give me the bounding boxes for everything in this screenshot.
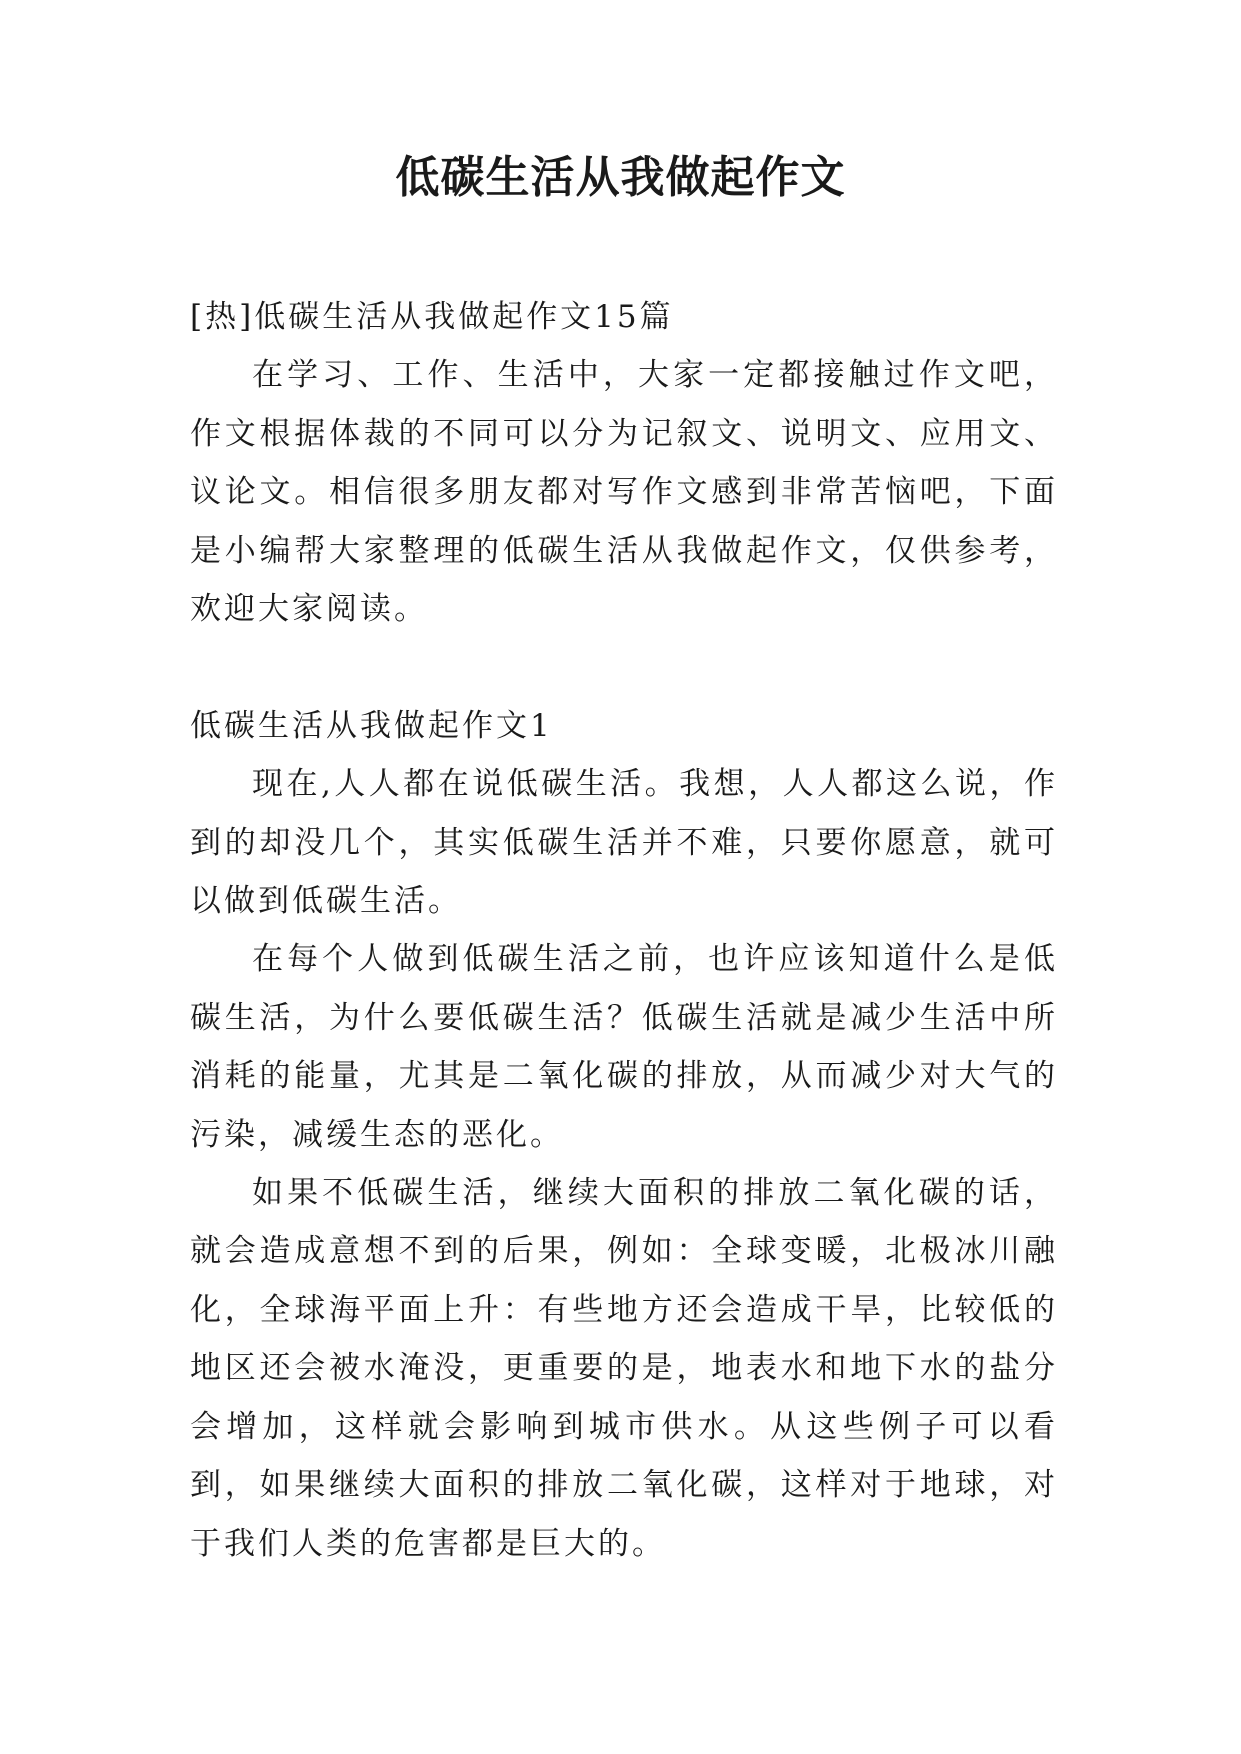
section-heading: 低碳生活从我做起作文1 — [190, 707, 553, 744]
body-paragraph-1: 现在,人人都在说低碳生活。我想，人人都这么说，作到的却没几个，其实低碳生活并不难，只要你愿意，就可以做到低碳生活。 — [190, 766, 1058, 920]
body-paragraph-3: 如果不低碳生活，继续大面积的排放二氧化碳的话，就会造成意想不到的后果，例如：全球变暖，北极冰川融化，全球海平面上升：有些地方还会造成干旱，比较低的地区还会被水淹没，更重要的是，地表水和地下水的盐分会增加，这样就会影响到城市供水。从这些例子可以看到，如果继续大面积的排放二氧化碳，这样对于地球，对于我们人类的危害都是巨大的。 — [190, 1175, 1058, 1562]
body-paragraph-2: 在每个人做到低碳生活之前，也许应该知道什么是低碳生活，为什么要低碳生活？低碳生活就是减少生活中所消耗的能量，尤其是二氧化碳的排放，从而减少对大气的污染，减缓生态的恶化。 — [190, 941, 1058, 1153]
document-subtitle: [热]低碳生活从我做起作文15篇 — [190, 299, 674, 335]
intro-paragraph: 在学习、工作、生活中，大家一定都接触过作文吧，作文根据体裁的不同可以分为记叙文、说明文、应用文、议论文。相信很多朋友都对写作文感到非常苦恼吧，下面是小编帮大家整理的低碳生活从我做起作文，仅供参考，欢迎大家阅读。 — [190, 357, 1058, 628]
section-spacer — [190, 638, 1058, 696]
document-title: 低碳生活从我做起作文 — [395, 152, 846, 203]
document-body — [190, 288, 1058, 1573]
